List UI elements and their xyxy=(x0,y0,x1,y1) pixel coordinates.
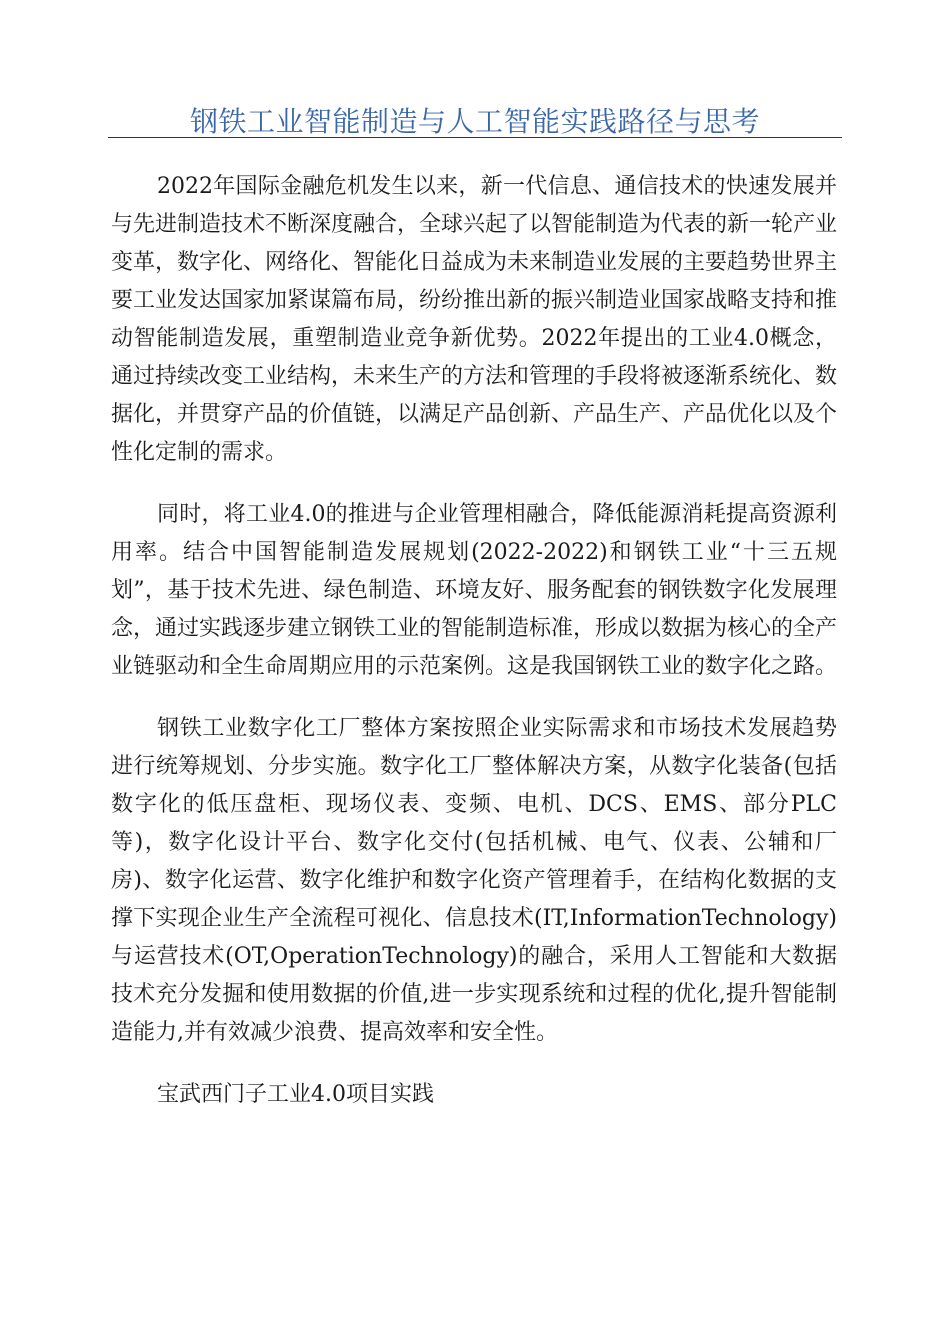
title-underline xyxy=(108,137,842,138)
paragraph-industry-4: 同时，将工业4.0的推进与企业管理相融合，降低能源消耗提高资源利用率。结合中国智能制造发展规划(2022-2022)和钢铁工业“十三五规划”，基于技术先进、绿色制造、环境友好、服务配套的钢铁数字化发展理念，通过实践逐步建立钢铁工业的智能制造标准，形成以数据为核心的全产业链驱动和全生命周期应用的示范案例。这是我国钢铁工业的数字化之路。 xyxy=(111,502,838,679)
document-title: 钢铁工业智能制造与人工智能实践路径与思考 xyxy=(189,105,760,138)
section-heading-baowu-siemens: 宝武西门子工业4.0项目实践 xyxy=(157,1082,434,1107)
paragraph-intro: 2022年国际金融危机发生以来，新一代信息、通信技术的快速发展并与先进制造技术不断深度融合，全球兴起了以智能制造为代表的新一轮产业变革，数字化、网络化、智能化日益成为未来制造业发展的主要趋势世界主要工业发达国家加紧谋篇布局，纷纷推出新的振兴制造业国家战略支持和推动智能制造发展，重塑制造业竞争新优势。2022年提出的工业4.0概念，通过持续改变工业结构，未来生产的方法和管理的手段将被逐渐系统化、数据化，并贯穿产品的价值链，以满足产品创新、产品生产、产品优化以及个性化定制的需求。 xyxy=(111,174,838,465)
document-body xyxy=(111,168,837,1114)
paragraph-digital-factory: 钢铁工业数字化工厂整体方案按照企业实际需求和市场技术发展趋势进行统筹规划、分步实施。数字化工厂整体解决方案，从数字化装备(包括数字化的低压盘柜、现场仪表、变频、电机、DCS、EMS、部分PLC等)，数字化设计平台、数字化交付(包括机械、电气、仪表、公辅和厂房)、数字化运营、数字化维护和数字化资产管理着手，在结构化数据的支撑下实现企业生产全流程可视化、信息技术(IT,InformationTechnology)与运营技术(OT,OperationTechnology)的融合，采用人工智能和大数据技术充分发掘和使用数据的价值,进一步实现系统和过程的优化,提升智能制造能力,并有效减少浪费、提高效率和安全性。 xyxy=(111,716,837,1045)
